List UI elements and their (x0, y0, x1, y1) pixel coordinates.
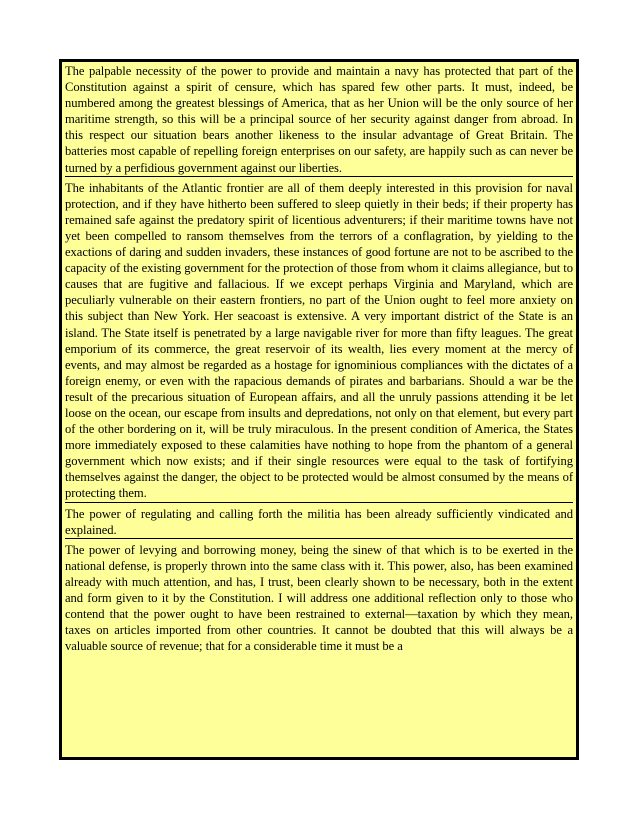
paragraph-atlantic-frontier: The inhabitants of the Atlantic frontier are all of them deeply interested in this provision for naval protection, and if they have hitherto been suffered to sleep quietly in their beds; if their property has remained safe against the predatory spirit of licentious adventurers; if their maritime towns have not yet been compelled to ransom themselves from the terrors of a conflagration, by yielding to the exactions of daring and sudden invaders, these instances of good fortune are not to be ascribed to the capacity of the existing government for the protection of those from whom it claims allegiance, but to causes that are fugitive and fallacious. If we except perhaps Virginia and Maryland, which are peculiarly vulnerable on their eastern frontiers, no part of the Union ought to feel more anxiety on this subject than New York. Her seacoast is extensive. A very important district of the State is an island. The State itself is penetrated by a large navigable river for more than fifty leagues. The great emporium of its commerce, the great reservoir of its wealth, lies every moment at the mercy of events, and may almost be regarded as a hostage for ignominious compliances with the dictates of a foreign enemy, or even with the rapacious demands of pirates and barbarians. Should a war be the result of the precarious situation of European affairs, and all the unruly passions attending it be let loose on the ocean, our escape from insults and depredations, not only on that element, but every part of the other bordering on it, will be truly miraculous. In the present condition of America, the States more immediately exposed to these calamities have nothing to hope from the phantom of a general government which now exists; and if their single resources were equal to the task of fortifying themselves against the danger, the object to be protected would be almost consumed by the means of protecting them. (65, 180, 573, 503)
paragraph-navy-power: The palpable necessity of the power to provide and maintain a navy has protected that part of the Constitution against a spirit of censure, which has spared few other parts. It must, indeed, be numbered among the greatest blessings of America, that as her Union will be the only source of her maritime strength, so this will be a principal source of her security against danger from abroad. In this respect our situation bears another likeness to the insular advantage of Great Britain. The batteries most capable of repelling foreign enterprises on our safety, are happily such as can never be turned by a perfidious government against our liberties. (65, 63, 573, 177)
paragraph-militia: The power of regulating and calling forth the militia has been already sufficiently vindicated and explained. (65, 506, 573, 539)
paragraph-levying-money: The power of levying and borrowing money, being the sinew of that which is to be exerted in the national defense, is properly thrown into the same class with it. This power, also, has been examined already with much attention, and has, I trust, been clearly shown to be necessary, both in the extent and form given to it by the Constitution. I will address one additional reflection only to those who contend that the power ought to have been restrained to external—taxation by which they mean, taxes on articles imported from other countries. It cannot be doubted that this will always be a valuable source of revenue; that for a considerable time it must be a (65, 542, 573, 654)
text-page (59, 59, 579, 760)
